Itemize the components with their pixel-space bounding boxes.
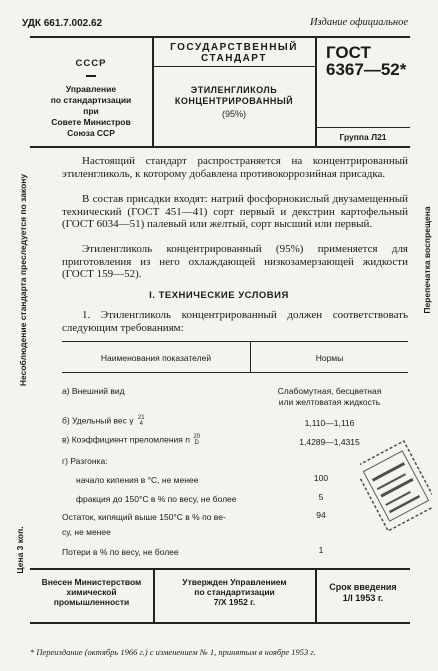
gost-number: 6367—52* xyxy=(326,60,407,79)
approved-by xyxy=(154,577,315,607)
table-row-c-label: в) Коэффициент преломления n xyxy=(62,434,190,445)
country-name: СССР xyxy=(75,58,107,69)
table-row-a-value-2: или желтоватая жидкость xyxy=(278,397,381,407)
side-note-price: Цена 3 коп. xyxy=(15,526,25,574)
approved-line-1: Утвержден Управлением xyxy=(182,577,287,587)
table-row-b-name xyxy=(62,415,145,427)
authority-cell xyxy=(30,58,152,139)
authority-line-2: по стандартизации xyxy=(50,94,132,105)
ri-sup: 20 xyxy=(193,434,201,440)
intro-paragraph-2: В состав присадки входят: натрий фосфорнокислый двузамещенный технический (ГОСТ 451—41) сорт первый и декстрин картофельный (ГОСТ 6034—51) палевый или желтый, сорт высший или первый. xyxy=(62,193,408,230)
submitted-by xyxy=(30,577,153,607)
standard-title-cell xyxy=(153,42,315,64)
product-name-line-2: КОНЦЕНТРИРОВАННЫЙ xyxy=(174,96,294,106)
effective-line-2: 1/I 1953 г. xyxy=(342,593,384,603)
table-row-a-value: Слабомутная, бесцветная xyxy=(277,386,382,396)
table-top-rule xyxy=(62,341,408,342)
authority-line-1: Управление xyxy=(65,83,117,94)
product-name-line-1: ЭТИЛЕНГЛИКОЛЬ xyxy=(190,85,278,95)
title-block-top-rule xyxy=(30,36,410,38)
table-row-a-name: а) Внешний вид xyxy=(62,386,125,396)
authority-line-3: при xyxy=(83,105,99,116)
gost-number-cell xyxy=(316,44,410,78)
submitted-line-2: химической xyxy=(66,587,117,597)
standard-title-rule xyxy=(153,66,315,67)
table-row-e-name: Остаток, кипящий выше 150°С в % по ве- xyxy=(62,512,226,522)
table-header-rule xyxy=(62,372,408,373)
table-row-d-name: г) Разгонка: xyxy=(62,456,108,466)
table-row-c-name xyxy=(62,434,200,446)
footer-top-rule xyxy=(30,568,410,570)
section-title: I. ТЕХНИЧЕСКИЕ УСЛОВИЯ xyxy=(149,290,289,301)
stamp-graphic xyxy=(360,440,432,532)
table-row-b-label: б) Удельный вес γ xyxy=(62,415,134,426)
table-row-f-name: Потери в % по весу, не более xyxy=(62,547,179,557)
table-row-e-name-2: су, не менее xyxy=(62,527,111,537)
group-divider xyxy=(315,127,410,128)
table-row-d2-name: фракция до 150°С в % по весу, не более xyxy=(76,494,237,504)
product-name-cell xyxy=(153,85,315,119)
authority-line-5: Союза ССР xyxy=(67,127,115,138)
approved-line-3: 7/Х 1952 г. xyxy=(213,597,256,607)
standard-type-line-2: СТАНДАРТ xyxy=(201,53,267,64)
effective-line-1: Срок введения xyxy=(329,582,397,592)
title-block-bottom-rule xyxy=(30,146,410,148)
sg-sub: 4 xyxy=(139,421,143,427)
concentration: (95%) xyxy=(221,109,246,119)
edition-label: Издание официальное xyxy=(309,17,408,28)
table-row-e-value: 94 xyxy=(316,510,326,520)
table-row-d1-value: 100 xyxy=(313,473,329,483)
submitted-line-3: промышленности xyxy=(53,597,130,607)
submitted-line-1: Внесен Министерством xyxy=(41,577,142,587)
requirement-intro: 1. Этиленгликоль концентрированный должен соответствовать следующим требованиям: xyxy=(62,309,408,334)
reissue-footnote: * Переиздание (октябрь 1966 г.) с изменением № 1, принятым в ноябре 1953 г. xyxy=(30,647,316,657)
table-header-norms: Нормы xyxy=(315,353,344,363)
approved-line-2: по стандартизации xyxy=(194,587,275,597)
side-note-law: Несоблюдение стандарта преследуется по закону xyxy=(18,173,28,387)
library-stamp xyxy=(360,440,432,532)
refraction-index xyxy=(193,434,200,446)
udk-code: УДК 661.7.002.62 xyxy=(22,18,103,29)
standard-type-line-1: ГОСУДАРСТВЕННЫЙ xyxy=(170,42,298,53)
side-note-reprint: Перепечатка воспрещена xyxy=(422,206,432,314)
effective-date xyxy=(316,582,410,604)
specific-gravity-index xyxy=(138,415,145,427)
authority-line-4: Совете Министров xyxy=(51,116,131,127)
sg-sup: 21 xyxy=(137,415,145,421)
intro-paragraph-1: Настоящий стандарт распространяется на концентрированный этиленгликоль, к которому добавлена противокоррозийная присадка. xyxy=(62,155,408,180)
country-dash xyxy=(86,75,96,77)
gost-label: ГОСТ xyxy=(326,43,371,62)
table-row-b-value: 1,110—1,116 xyxy=(304,418,355,428)
ri-sub: D xyxy=(194,440,199,446)
table-row-f-value: 1 xyxy=(318,545,324,555)
intro-paragraph-3: Этиленгликоль концентрированный (95%) применяется для приготовления из него охлаждающей низкозамерзающей жидкости (ГОСТ 159—52). xyxy=(62,243,408,280)
table-header-name: Наименования показателей xyxy=(100,353,212,363)
table-row-c-value: 1,4289—1,4315 xyxy=(299,437,360,447)
table-row-d1-name: начало кипения в °С, не менее xyxy=(76,475,199,485)
footer-bottom-rule xyxy=(30,622,410,624)
table-row-d2-value: 5 xyxy=(318,492,324,502)
group-label: Группа Л21 xyxy=(339,132,387,142)
